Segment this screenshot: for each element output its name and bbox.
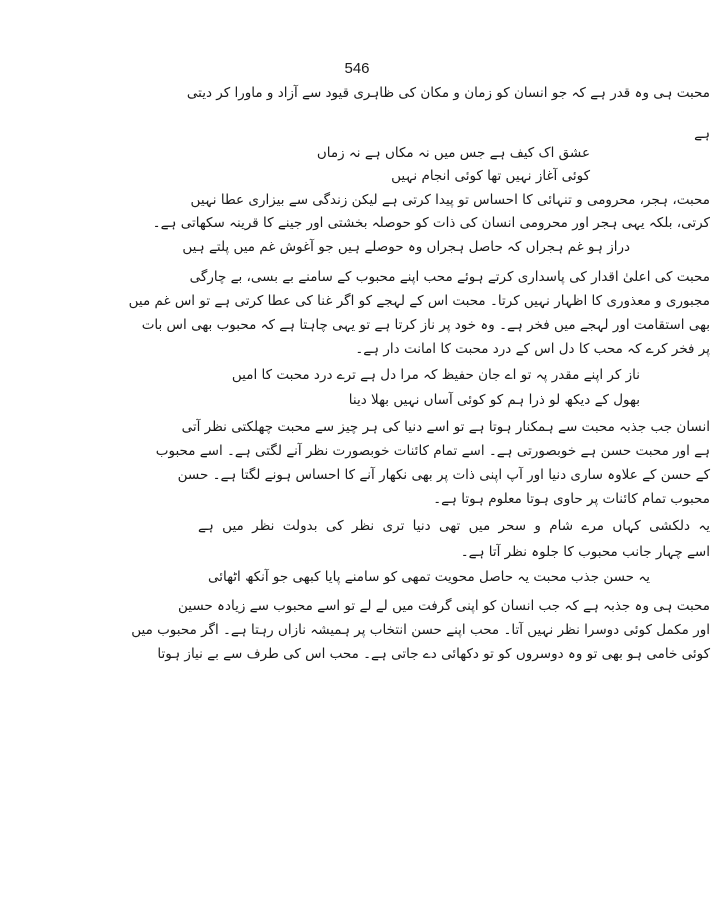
text-line: محبت کی اعلیٰ اقدار کی پاسداری کرتے ہوئے محب اپنے محبوب کے سامنے بے بسی، بے چارگی: [189, 269, 710, 285]
text-line: بھی استقامت اور لہجے میں فخر ہے۔ وہ خود پر ناز کرتا ہے تو یہی چاہتا ہے کہ محبوب بھی اس بات: [141, 317, 710, 333]
verse-line: دراز ہو غم ہجراں کہ حاصل ہجراں وہ حوصلے ہیں جو آغوش غم میں پلتے ہیں: [182, 239, 630, 255]
text-line: اور مکمل کوئی دوسرا نظر نہیں آتا۔ محب اپنے حسن انتخاب پر ہمیشہ نازاں رہتا ہے۔ اگر محبوب میں: [131, 622, 710, 638]
text-line: مجبوری و معذوری کا اظہار نہیں کرتا۔ محبت اس کے لہجے کو اگر غنا کی عطا کرتی ہے تو اس غم میں: [128, 293, 710, 309]
text-line: محبت، ہجر، محرومی و تنہائی کا احساس تو پیدا کرتی ہے لیکن زندگی سے بیزاری عطا نہیں: [190, 192, 710, 208]
text-line: محبت ہی وہ جذبہ ہے کہ جب انسان کو اپنی گرفت میں لے لے تو اسے محبوب سے زیادہ حسین: [178, 598, 710, 614]
verse-line: کوئی آغاز نہیں تھا کوئی انجام نہیں: [391, 168, 590, 184]
verse-line: یہ دلکشی کہاں مرے شام و سحر میں تھی دنیا تری نظر کی بدولت نظر میں ہے: [198, 518, 710, 534]
text-line: کوئی خامی ہو بھی تو وہ دوسروں کو تو دکھائی دے جاتی ہے۔ محب اس کی طرف سے بے نیاز ہوتا: [157, 646, 710, 662]
text-line: محبت ہی وہ قدر ہے کہ جو انسان کو زمان و مکان کی ظاہری قیود سے آزاد و ماورا کر دیتی: [186, 85, 710, 101]
verse-line: عشق اک کیف ہے جس میں نہ مکاں ہے نہ زماں: [316, 145, 590, 161]
text-line: محبوب تمام کائنات پر حاوی ہوتا معلوم ہوتا ہے۔: [433, 491, 710, 507]
verse-line: ناز کر اپنے مقدر پہ تو اے جان حفیظ کہ مرا دل ہے ترے درد محبت کا امیں: [231, 367, 640, 383]
verse-line: بھول کے دیکھ لو ذرا ہم کو کوئی آساں نہیں بھلا دینا: [348, 392, 640, 408]
text-line: کے حسن کے علاوہ ساری دنیا اور آپ اپنی ذات پر بھی نکھار آنے کا احساس ہونے لگتا ہے۔ حسن: [177, 467, 710, 483]
page-number: 546: [344, 60, 370, 77]
text-line: پر فخر کرے کہ محب کا دل اس کے درد محبت کا امانت دار ہے۔: [355, 341, 710, 357]
text-line: اسے چہار جانب محبوب کا جلوہ نظر آتا ہے۔: [460, 544, 710, 560]
text-line: ہے: [694, 126, 710, 142]
verse-line: یہ حسن جذب محبت یہ حاصل محویت تمھی کو سامنے پایا کبھی جو آنکھ اٹھائی: [207, 569, 650, 585]
text-line: ہے اور محبت حسن ہے خوبصورتی ہے۔ اسے تمام کائنات خوبصورت نظر آنے لگتی ہے۔ اسے محبوب: [155, 443, 710, 459]
text-line: کرتی، بلکہ یہی ہجر اور محرومی انسان کی ذات کو حوصلہ بخشتی اور جینے کا قرینہ سکھاتی ہے۔: [152, 215, 710, 231]
text-line: انسان جب جذبہ محبت سے ہمکنار ہوتا ہے تو اسے دنیا کی ہر چیز سے محبت چھلکتی نظر آتی: [181, 419, 710, 435]
